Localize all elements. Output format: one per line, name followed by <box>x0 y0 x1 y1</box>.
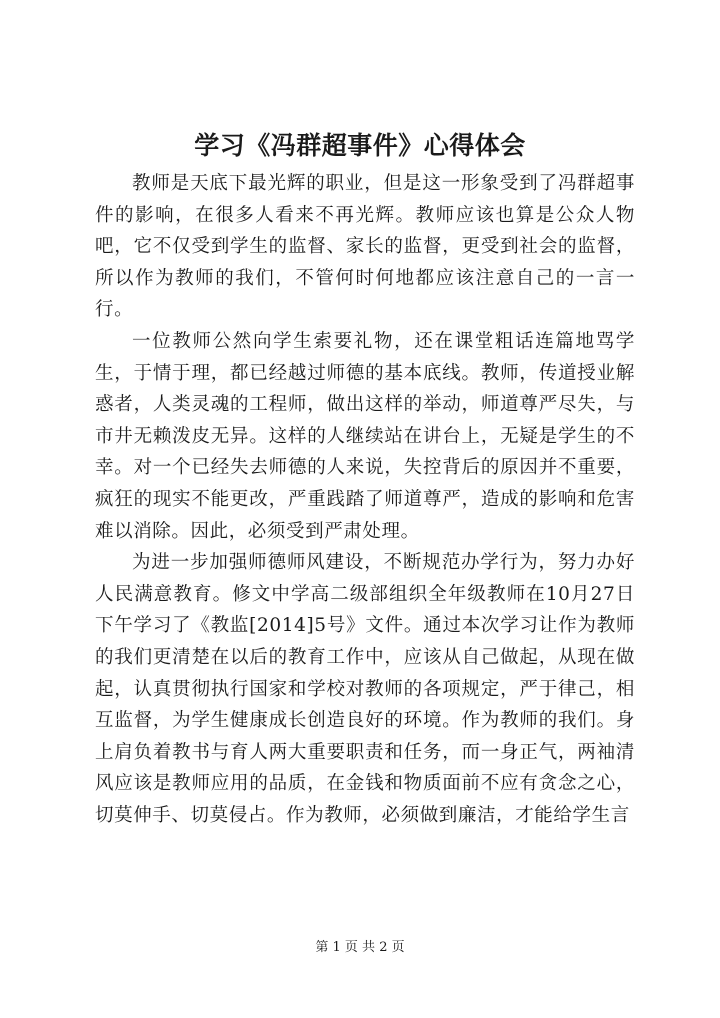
paragraph-3: 为进一步加强师德师风建设，不断规范办学行为，努力办好人民满意教育。修文中学高二级部组织全年级教师在10月27日下午学习了《教监[2014]5号》文件。通过本次学习让作为教师的我们更清楚在以后的教育工作中，应该从自己做起，从现在做起，认真贯彻执行国家和学校对教师的各项规定，严于律己，相互监督，为学生健康成长创造良好的环境。作为教师的我们。身上肩负着教书与育人两大重要职责和任务，而一身正气，两袖清风应该是教师应用的品质，在金钱和物质面前不应有贪念之心，切莫伸手、切莫侵占。作为教师，必须做到廉洁，才能给学生言 <box>95 552 635 826</box>
page-number-label: 第 1 页 共 2 页 <box>315 940 405 955</box>
page-footer <box>0 938 720 958</box>
document-title: 学习《冯群超事件》心得体会 <box>194 131 526 160</box>
document-body <box>95 168 635 831</box>
paragraph-1: 教师是天底下最光辉的职业，但是这一形象受到了冯群超事件的影响，在很多人看来不再光辉。教师应该也算是公众人物吧，它不仅受到学生的监督、家长的监督，更受到社会的监督，所以作为教师的我们，不管何时何地都应该注意自己的一言一行。 <box>95 173 635 321</box>
paragraph-2: 一位教师公然向学生索要礼物，还在课堂粗话连篇地骂学生，于情于理，都已经越过师德的基本底线。教师，传道授业解惑者，人类灵魂的工程师，做出这样的举动，师道尊严尽失，与市井无赖泼皮无异。这样的人继续站在讲台上，无疑是学生的不幸。对一个已经失去师德的人来说，失控背后的原因并不重要，疯狂的现实不能更改，严重践踏了师道尊严，造成的影响和危害难以消除。因此，必须受到严肃处理。 <box>95 330 635 542</box>
